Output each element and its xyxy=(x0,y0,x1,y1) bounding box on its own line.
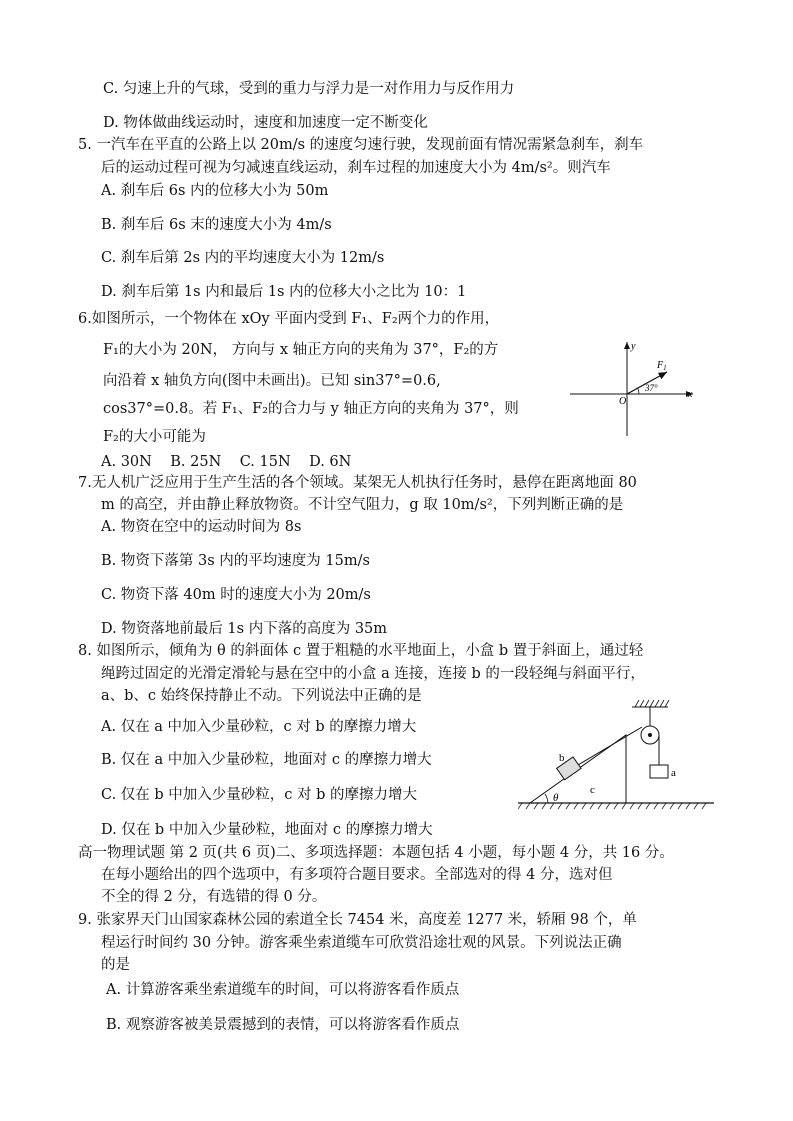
section-two-rule-line3: 不全的得 2 分，有选错的得 0 分。 xyxy=(101,889,327,905)
q6-options: A. 30N B. 25N C. 15N D. 6N xyxy=(101,454,352,470)
q7-stem-line2: m 的高空，并由静止释放物资。不计空气阻力，g 取 10m/s²，下列判断正确的是 xyxy=(101,497,624,513)
y-axis-label: y xyxy=(631,341,636,352)
ground-hatch xyxy=(518,803,706,809)
q7-option-b: B. 物资下落第 3s 内的平均速度为 15m/s xyxy=(101,553,370,569)
q9-stem-line2: 程运行时间约 30 分钟。游客乘坐索道缆车可欣赏沿途壮观的风景。下列说法正确 xyxy=(101,935,622,951)
q6-stem-line1: 6.如图所示，一个物体在 xOy 平面内受到 F₁、F₂两个力的作用， xyxy=(78,311,500,327)
q5-option-b: B. 刹车后 6s 末的速度大小为 4m/s xyxy=(101,217,332,233)
q5-stem-line1: 5. 一汽车在平直的公路上以 20m/s 的速度匀速行驶，发现前面有情况需紧急刹车，刹车 xyxy=(78,137,644,153)
angle-arc xyxy=(638,388,640,394)
origin-label: O xyxy=(619,396,627,407)
q8-stem-line3: a、b、c 始终保持静止不动。下列说法中正确的是 xyxy=(101,688,422,704)
q4-option-c: C. 匀速上升的气球，受到的重力与浮力是一对作用力与反作用力 xyxy=(103,81,515,97)
x-axis-label: x xyxy=(688,389,693,400)
q8-option-a: A. 仅在 a 中加入少量砂粒，c 对 b 的摩擦力增大 xyxy=(101,719,417,735)
f1-letter: F xyxy=(657,360,664,371)
pulley-axle xyxy=(648,733,652,737)
q5-stem-line2: 后的运动过程可视为匀减速直线运动，刹车过程的加速度大小为 4m/s²。则汽车 xyxy=(101,160,611,176)
wedge-c-label: c xyxy=(590,784,595,796)
ceiling-hatch xyxy=(635,700,669,707)
q5-option-d: D. 刹车后第 1s 内和最后 1s 内的位移大小之比为 10：1 xyxy=(101,284,467,300)
section-two-header: 高一物理试题 第 2 页(共 6 页)二、多项选择题：本题包括 4 小题，每小题 4 分，共 16 分。 xyxy=(78,845,674,861)
q9-stem-line1: 9. 张家界天门山国家森林公园的索道全长 7454 米，高度差 1277 米，轿厢 98 个，单 xyxy=(78,912,637,928)
f1-label xyxy=(656,360,667,372)
box-a-label: a xyxy=(671,767,676,779)
q6-stem-line2: F₁的大小为 20N， 方向与 x 轴正方向的夹角为 37°，F₂的方 xyxy=(103,342,499,358)
q4-option-d: D. 物体做曲线运动时，速度和加速度一定不断变化 xyxy=(103,115,428,131)
q9-stem-line3: 的是 xyxy=(101,957,130,973)
q7-option-d: D. 物资落地前最后 1s 内下落的高度为 35m xyxy=(101,621,388,637)
theta-label: θ xyxy=(553,792,559,804)
q9-option-b: B. 观察游客被美景震撼到的表情，可以将游客看作质点 xyxy=(106,1017,460,1033)
box-a xyxy=(650,765,668,778)
q8-option-c: C. 仅在 b 中加入少量砂粒，c 对 b 的摩擦力增大 xyxy=(101,787,418,803)
q7-option-c: C. 物资下落 40m 时的速度大小为 20m/s xyxy=(101,587,371,603)
q8-option-d: D. 仅在 b 中加入少量砂粒，地面对 c 的摩擦力增大 xyxy=(101,822,433,838)
q5-option-a: A. 刹车后 6s 内的位移大小为 50m xyxy=(101,183,329,199)
q6-stem-line5: F₂的大小可能为 xyxy=(103,429,206,445)
q6-stem-line4: cos37°=0.8。若 F₁、F₂的合力与 y 轴正方向的夹角为 37°，则 xyxy=(103,401,519,417)
angle-label: 37° xyxy=(645,383,658,393)
box-b-label: b xyxy=(559,752,565,764)
q8-stem-line1: 8. 如图所示，倾角为 θ 的斜面体 c 置于粗糙的水平地面上，小盒 b 置于斜面上，通过轻 xyxy=(78,643,644,659)
q5-option-c: C. 刹车后第 2s 内的平均速度大小为 12m/s xyxy=(101,250,385,266)
q6-axes-figure xyxy=(565,336,700,438)
q6-stem-line3: 向沿着 x 轴负方向(图中未画出)。已知 sin37°=0.6, xyxy=(103,373,441,389)
q8-option-b: B. 仅在 a 中加入少量砂粒，地面对 c 的摩擦力增大 xyxy=(101,752,432,768)
f1-subscript: 1 xyxy=(663,364,667,372)
q7-stem-line1: 7.无人机广泛应用于生产生活的各个领域。某架无人机执行任务时，悬停在距离地面 80 xyxy=(78,475,637,491)
q8-incline-figure xyxy=(518,695,714,819)
q9-option-a: A. 计算游客乘坐索道缆车的时间，可以将游客看作质点 xyxy=(106,982,460,998)
section-two-rule-line2: 在每小题给出的四个选项中，有多项符合题目要求。全部选对的得 4 分，选对但 xyxy=(101,867,613,883)
q8-stem-line2: 绳跨过固定的光滑定滑轮与悬在空中的小盒 a 连接，连接 b 的一段轻绳与斜面平行， xyxy=(101,666,645,682)
q7-option-a: A. 物资在空中的运动时间为 8s xyxy=(101,519,302,535)
